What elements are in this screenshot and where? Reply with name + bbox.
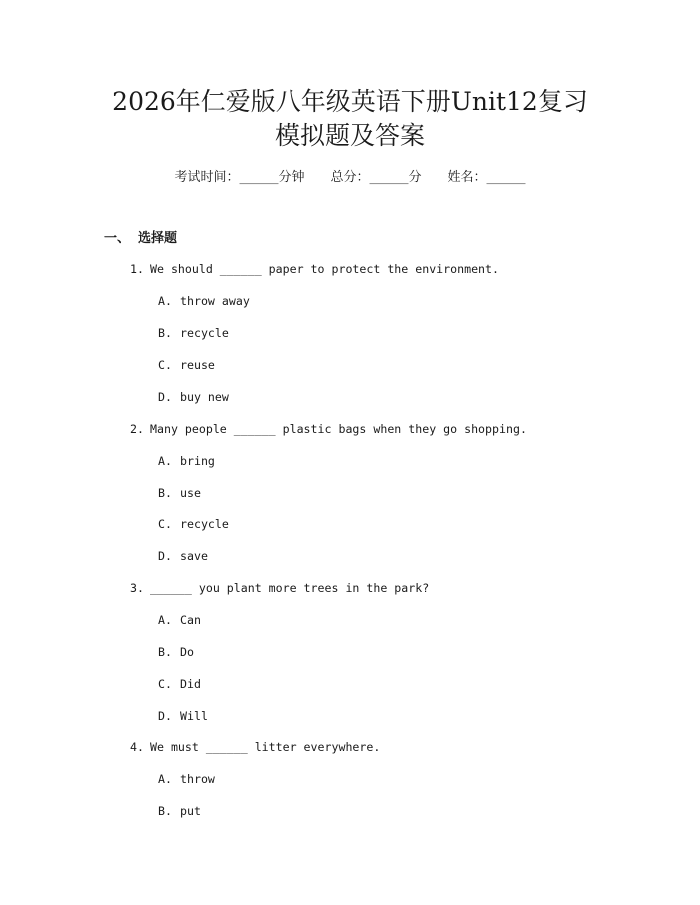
section-number: 一、 (104, 231, 131, 246)
question-number: 1. (130, 262, 144, 276)
question-4 (130, 738, 380, 756)
question-1 (130, 260, 499, 278)
question-text: We should ______ paper to protect the environment. (150, 262, 500, 276)
option-text: bring (180, 454, 215, 468)
exam-time: 考试时间：______分钟 (174, 170, 305, 185)
option-text: use (180, 486, 201, 500)
option-letter: B. (158, 804, 172, 818)
option-letter: A. (158, 772, 172, 786)
question-2 (130, 420, 527, 438)
question-2-option-d (158, 547, 208, 565)
option-letter: A. (158, 294, 172, 308)
document-title-line-2: 模拟题及答案 (274, 121, 425, 150)
question-text: Many people ______ plastic bags when they go shopping. (150, 422, 527, 436)
question-2-option-c (158, 515, 229, 533)
option-text: put (180, 804, 201, 818)
option-letter: B. (158, 645, 172, 659)
option-text: Will (180, 709, 208, 723)
option-text: recycle (180, 517, 229, 531)
option-text: recycle (180, 326, 229, 340)
option-text: Do (180, 645, 194, 659)
question-4-option-b (158, 802, 201, 820)
section-heading (104, 229, 177, 249)
question-1-option-d (158, 388, 229, 406)
option-text: save (180, 549, 208, 563)
question-number: 3. (130, 581, 144, 595)
option-letter: B. (158, 326, 172, 340)
question-1-option-c (158, 356, 215, 374)
option-text: buy new (180, 390, 229, 404)
exam-total-score: 总分：______分 (330, 170, 422, 185)
option-letter: D. (158, 549, 172, 563)
option-text: reuse (180, 358, 215, 372)
option-letter: D. (158, 709, 172, 723)
option-letter: A. (158, 454, 172, 468)
option-text: Did (180, 677, 201, 691)
option-letter: C. (158, 358, 172, 372)
option-letter: D. (158, 390, 172, 404)
question-2-option-a (158, 452, 215, 470)
question-text: ______ you plant more trees in the park? (150, 581, 430, 595)
option-letter: C. (158, 677, 172, 691)
section-title: 选择题 (138, 231, 178, 246)
option-letter: A. (158, 613, 172, 627)
document-title-line-1: 2026年仁爱版八年级英语下册Unit12复习 (112, 87, 588, 116)
option-letter: C. (158, 517, 172, 531)
question-4-option-a (158, 770, 215, 788)
question-3-option-a (158, 611, 201, 629)
question-3-option-d (158, 707, 208, 725)
question-3 (130, 579, 429, 597)
question-1-option-a (158, 292, 250, 310)
exam-info (0, 168, 700, 188)
question-text: We must ______ litter everywhere. (150, 740, 381, 754)
question-number: 2. (130, 422, 144, 436)
option-text: Can (180, 613, 201, 627)
option-text: throw away (180, 294, 250, 308)
question-2-option-b (158, 484, 201, 502)
question-3-option-b (158, 643, 194, 661)
option-letter: B. (158, 486, 172, 500)
question-number: 4. (130, 740, 144, 754)
option-text: throw (180, 772, 215, 786)
question-1-option-b (158, 324, 229, 342)
exam-student-name: 姓名：______ (447, 170, 526, 185)
question-3-option-c (158, 675, 201, 693)
